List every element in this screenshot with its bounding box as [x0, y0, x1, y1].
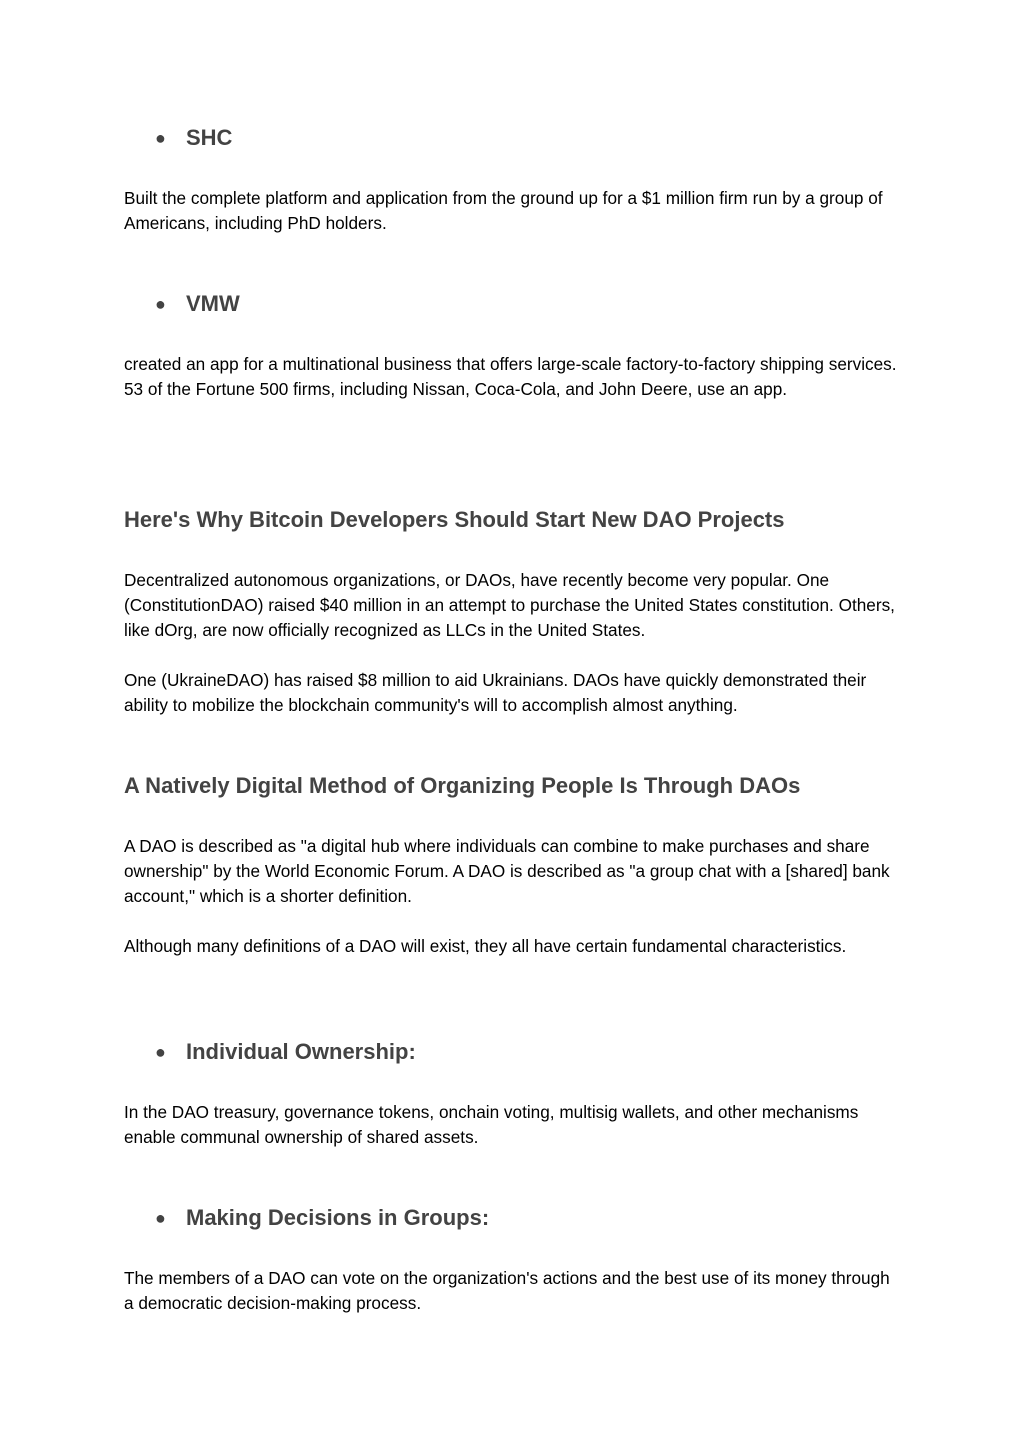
bullet-icon: ● — [155, 294, 166, 314]
section2-paragraph-2: Although many definitions of a DAO will exist, they all have certain fundamental characteristics. — [124, 936, 847, 956]
section2-paragraph-1: A DAO is described as "a digital hub where individuals can combine to make purchases and share ownership" by the World Economic Forum. A DAO is described as "a group chat with a [shared] bank account," which is a shorter definition. — [124, 836, 890, 906]
individual-ownership-description: In the DAO treasury, governance tokens, onchain voting, multisig wallets, and other mechanisms enable communal ownership of shared assets. — [124, 1102, 859, 1147]
bullet-icon: ● — [155, 1208, 166, 1228]
vmw-description: created an app for a multinational business that offers large-scale factory-to-factory shipping services. 53 of the Fortune 500 firms, including Nissan, Coca-Cola, and John Deere, use an app. — [124, 354, 897, 399]
section1-paragraph-1: Decentralized autonomous organizations, or DAOs, have recently become very popular. One (ConstitutionDAO) raised $40 million in an attempt to purchase the United States constitution. Others, like dOrg, are now officially recognized as LLCs in the United States. — [124, 570, 895, 640]
bullet-heading-label: Individual Ownership: — [186, 1039, 416, 1064]
bullet-heading-label: SHC — [186, 125, 233, 150]
section-heading-bitcoin-dao: Here's Why Bitcoin Developers Should Start New DAO Projects — [124, 507, 785, 532]
bullet-heading-label: Making Decisions in Groups: — [186, 1205, 490, 1230]
bullet-heading-label: VMW — [186, 291, 240, 316]
section1-paragraph-2: One (UkraineDAO) has raised $8 million to aid Ukrainians. DAOs have quickly demonstrated their ability to mobilize the blockchain community's will to accomplish almost anything. — [124, 670, 867, 715]
shc-description: Built the complete platform and application from the ground up for a $1 million firm run by a group of Americans, including PhD holders. — [124, 188, 883, 233]
bullet-icon: ● — [155, 1042, 166, 1062]
group-decisions-description: The members of a DAO can vote on the organization's actions and the best use of its money through a democratic decision-making process. — [124, 1268, 890, 1313]
section-heading-natively-digital: A Natively Digital Method of Organizing People Is Through DAOs — [124, 773, 801, 798]
bullet-icon: ● — [155, 128, 166, 148]
